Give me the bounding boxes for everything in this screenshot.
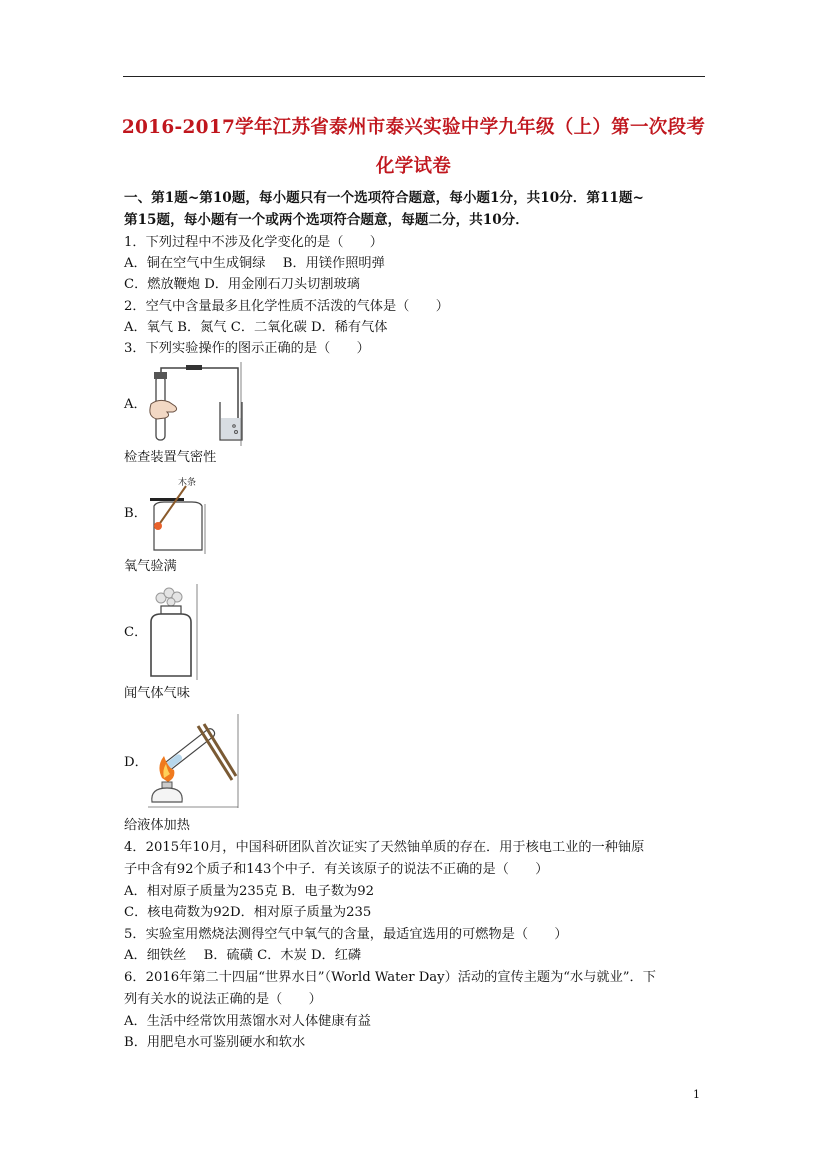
q3-option-b-caption: 氧气验满 [124, 559, 177, 574]
q2-stem: 2．空气中含量最多且化学性质不活泼的气体是（ ） [124, 299, 449, 314]
q3-stem: 3．下列实验操作的图示正确的是（ ） [124, 341, 370, 356]
q3-option-c-label: C． [124, 625, 148, 640]
page-title: 2016-2017学年江苏省泰州市泰兴实验中学九年级（上）第一次段考 [121, 117, 706, 138]
q4-stem-line1: 4．2015年10月，中国科研团队首次证实了天然铀单质的存在．用于核电工业的一种铀原 [124, 840, 645, 855]
q5-stem: 5．实验室用燃烧法测得空气中氧气的含量，最适宜选用的可燃物是（ ） [124, 927, 568, 942]
q4-options-ab: A．相对原子质量为235克 B．电子数为92 [124, 884, 374, 899]
section-header-line1: 一、第1题~第10题，每小题只有一个选项符合题意，每小题1分，共10分．第11题~ [124, 190, 644, 206]
oxygen-fullness-test-figure [148, 474, 206, 554]
q6-stem-line2: 列有关水的说法正确的是（ ） [124, 992, 322, 1007]
q6-option-b: B．用肥皂水可鉴别硬水和软水 [124, 1035, 306, 1050]
q6-stem-line1: 6．2016年第二十四届“世界水日”（World Water Day）活动的宣传主题为“水与就业”．下 [124, 970, 656, 985]
q3-option-a-label: A． [124, 397, 147, 412]
q1-stem: 1．下列过程中不涉及化学变化的是（ ） [124, 235, 383, 250]
q1-options-ab: A．铜在空气中生成铜绿 B．用镁作照明弹 [124, 256, 385, 271]
q4-options-cd: C．核电荷数为92D．相对原子质量为235 [124, 905, 372, 920]
q6-option-a: A．生活中经常饮用蒸馏水对人体健康有益 [124, 1014, 371, 1029]
liquid-heating-figure [146, 714, 240, 808]
q3-option-c-caption: 闻气体气味 [124, 686, 190, 701]
q3-option-d-caption: 给液体加热 [124, 818, 190, 833]
q1-options-cd: C．燃放鞭炮 D．用金刚石刀头切割玻璃 [124, 277, 360, 292]
q3-option-a-caption: 检查装置气密性 [124, 450, 217, 465]
page-subtitle: 化学试卷 [375, 156, 452, 177]
header-rule [123, 76, 705, 77]
splint-label: 木条 [178, 478, 197, 488]
section-header-line2: 第15题，每小题有一个或两个选项符合题意，每题二分，共10分． [124, 212, 529, 228]
q3-option-d-label: D． [124, 755, 148, 770]
page-number: 1 [693, 1088, 700, 1101]
q3-option-b-label: B． [124, 506, 147, 521]
q5-options: A．细铁丝 B．硫磺 C．木炭 D．红磷 [124, 948, 362, 963]
smell-gas-figure [147, 584, 199, 680]
q4-stem-line2: 子中含有92个质子和143个中子．有关该原子的说法不正确的是（ ） [124, 862, 549, 877]
airtightness-check-figure [148, 362, 244, 446]
q2-options: A．氧气 B．氮气 C．二氧化碳 D．稀有气体 [124, 320, 388, 335]
